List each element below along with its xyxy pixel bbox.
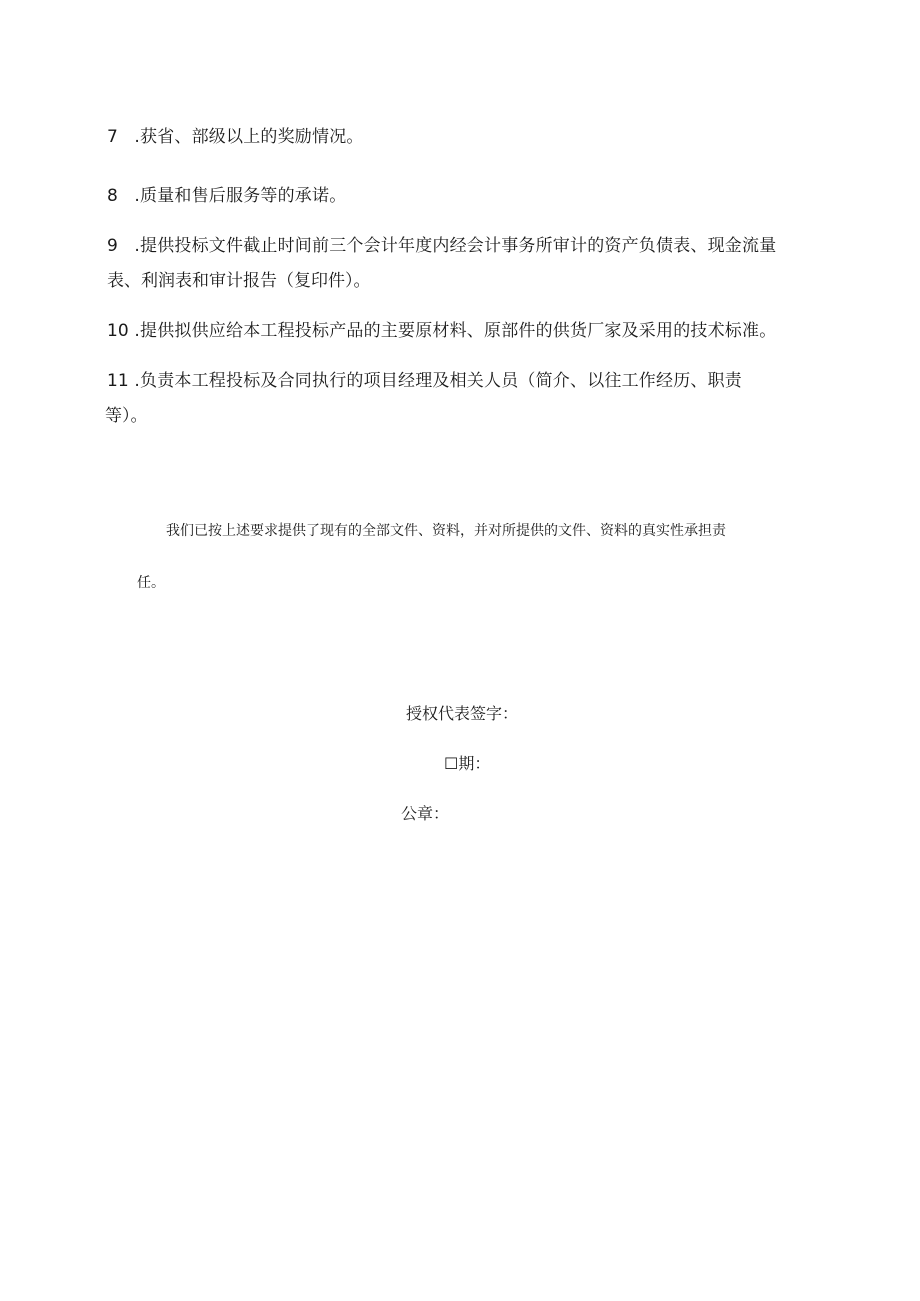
statement-line-2: 任。	[137, 575, 165, 591]
list-item-11	[107, 364, 827, 434]
item-text: .提供拟供应给本工程投标产品的主要原材料、原部件的供货厂家及采用的技术标准。	[134, 321, 777, 341]
item-text: .获省、部级以上的奖励情况。	[134, 127, 364, 147]
list-item-9	[107, 229, 827, 299]
item-number: 9	[107, 236, 118, 256]
statement-line-1: 我们已按上述要求提供了现有的全部文件、资料，并对所提供的文件、资料的真实性承担责	[166, 523, 726, 539]
date-label: ☐期：	[444, 754, 491, 773]
item-number: 8	[107, 186, 118, 206]
item-number: 10	[107, 321, 129, 341]
item-text: .质量和售后服务等的承诺。	[134, 186, 347, 206]
item-text: .负责本工程投标及合同执行的项目经理及相关人员（简介、以往工作经历、职责	[134, 371, 743, 391]
item-text-continuation: 等）。	[105, 406, 148, 426]
list-item-10	[107, 314, 827, 349]
list-item-8	[107, 179, 827, 214]
item-text: .提供投标文件截止时间前三个会计年度内经会计事务所审计的资产负债表、现金流量	[134, 236, 777, 256]
item-number: 11	[107, 371, 129, 391]
official-seal-label: 公章：	[401, 804, 450, 823]
item-number: 7	[107, 127, 118, 147]
authorized-signature-label: 授权代表签字：	[406, 704, 519, 723]
item-text-continuation: 表、利润表和审计报告（复印件）。	[107, 271, 371, 291]
list-item-7	[107, 120, 827, 155]
